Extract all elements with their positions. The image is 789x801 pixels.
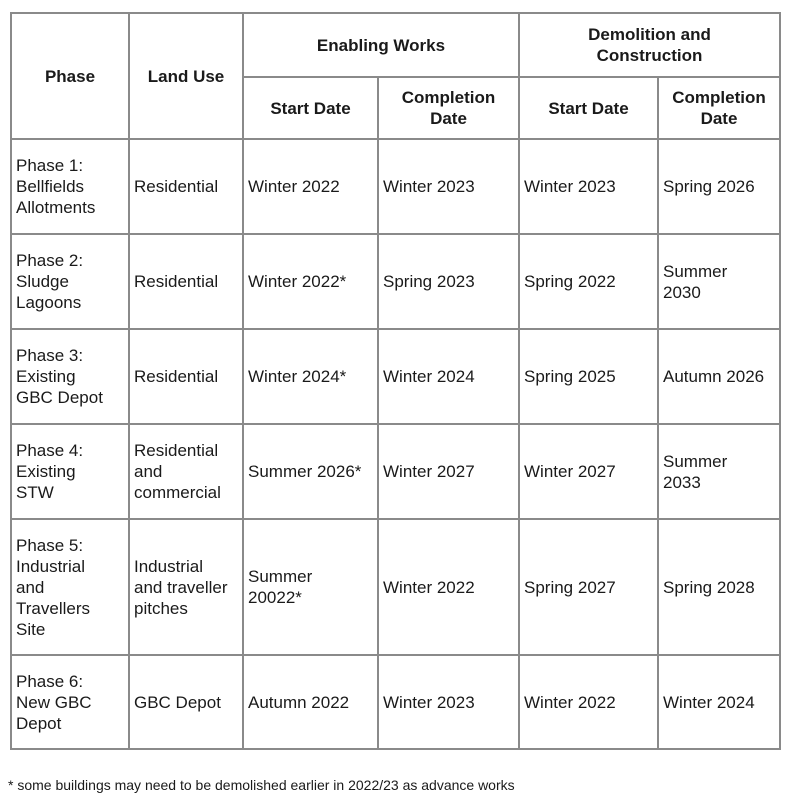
ew-completion-cell: Winter 2023 — [378, 655, 519, 749]
dc-completion-cell: Winter 2024 — [658, 655, 780, 749]
header-ew-start-date: Start Date — [243, 77, 378, 139]
dc-completion-cell: Summer 2033 — [658, 424, 780, 519]
ew-completion-cell: Winter 2023 — [378, 139, 519, 234]
dc-completion-cell: Spring 2028 — [658, 519, 780, 655]
table-row — [11, 139, 780, 234]
dc-start-cell: Winter 2027 — [519, 424, 658, 519]
header-dc-start-date: Start Date — [519, 77, 658, 139]
header-dc-completion-date: Completion Date — [658, 77, 780, 139]
dc-start-cell: Spring 2025 — [519, 329, 658, 424]
footnote: * some buildings may need to be demolished earlier in 2022/23 as advance works — [8, 777, 515, 793]
ew-start-cell: Winter 2022 — [243, 139, 378, 234]
dc-completion-cell: Summer 2030 — [658, 234, 780, 329]
header-ew-completion-date: Completion Date — [378, 77, 519, 139]
ew-start-cell: Winter 2022* — [243, 234, 378, 329]
ew-completion-cell: Winter 2027 — [378, 424, 519, 519]
phase-cell: Phase 4: Existing STW — [11, 424, 129, 519]
dc-start-cell: Spring 2027 — [519, 519, 658, 655]
phase-cell: Phase 2: Sludge Lagoons — [11, 234, 129, 329]
table-row — [11, 519, 780, 655]
land-use-cell: Residential — [129, 329, 243, 424]
table-row — [11, 424, 780, 519]
table-row — [11, 329, 780, 424]
table-row — [11, 234, 780, 329]
ew-completion-cell: Winter 2024 — [378, 329, 519, 424]
ew-start-cell: Autumn 2022 — [243, 655, 378, 749]
phase-cell: Phase 1: Bellfields Allotments — [11, 139, 129, 234]
phasing-schedule-table — [10, 12, 781, 750]
dc-start-cell: Winter 2022 — [519, 655, 658, 749]
ew-start-cell: Summer 2026* — [243, 424, 378, 519]
dc-start-cell: Winter 2023 — [519, 139, 658, 234]
header-row-group — [11, 13, 780, 77]
land-use-cell: Residential — [129, 234, 243, 329]
ew-completion-cell: Spring 2023 — [378, 234, 519, 329]
land-use-cell: Residential and commercial — [129, 424, 243, 519]
table-row — [11, 655, 780, 749]
dc-start-cell: Spring 2022 — [519, 234, 658, 329]
ew-start-cell: Winter 2024* — [243, 329, 378, 424]
ew-completion-cell: Winter 2022 — [378, 519, 519, 655]
ew-start-cell: Summer 20022* — [243, 519, 378, 655]
dc-completion-cell: Spring 2026 — [658, 139, 780, 234]
header-phase: Phase — [11, 13, 129, 139]
dc-completion-cell: Autumn 2026 — [658, 329, 780, 424]
phase-cell: Phase 6: New GBC Depot — [11, 655, 129, 749]
land-use-cell: Residential — [129, 139, 243, 234]
land-use-cell: GBC Depot — [129, 655, 243, 749]
phase-cell: Phase 3: Existing GBC Depot — [11, 329, 129, 424]
land-use-cell: Industrial and traveller pitches — [129, 519, 243, 655]
header-demolition-construction: Demolition and Construction — [519, 13, 780, 77]
header-land-use: Land Use — [129, 13, 243, 139]
header-enabling-works: Enabling Works — [243, 13, 519, 77]
phase-cell: Phase 5: Industrial and Travellers Site — [11, 519, 129, 655]
